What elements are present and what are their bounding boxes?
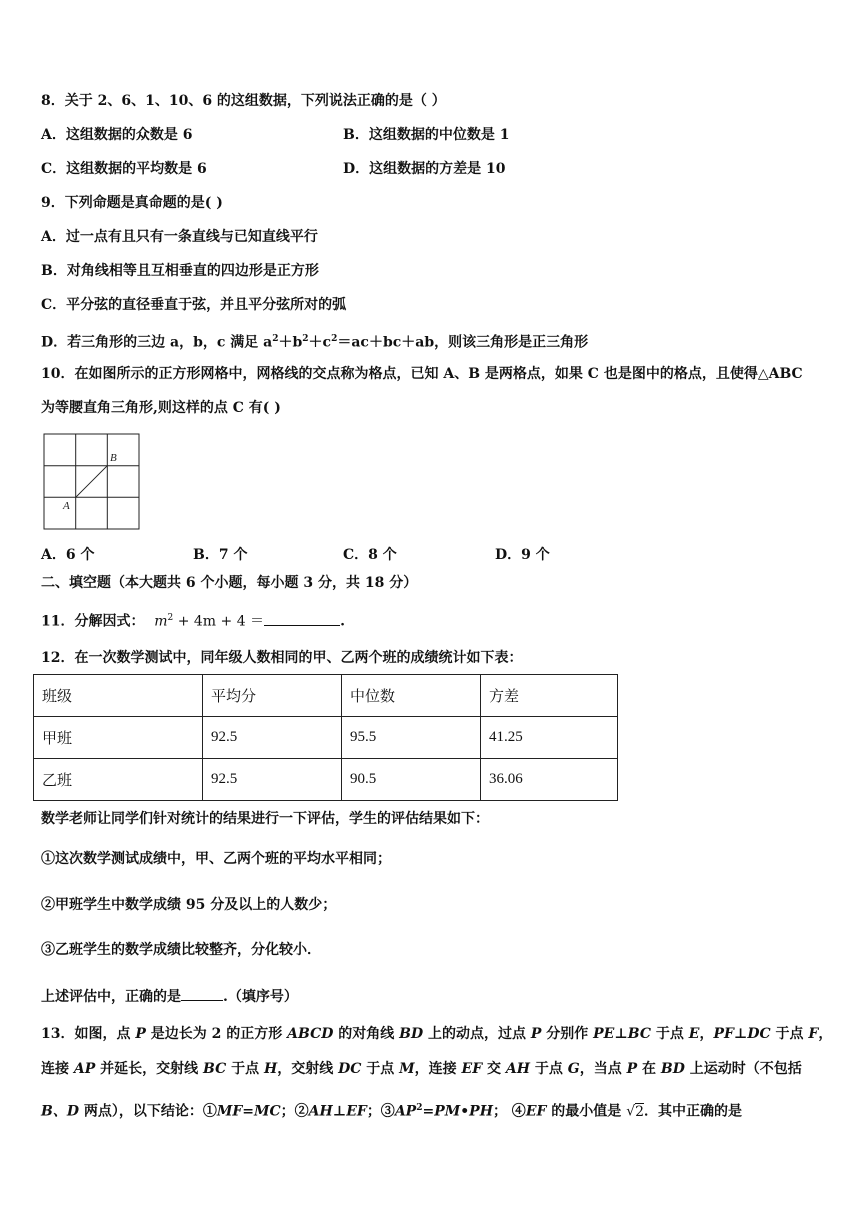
q13-text: 于点	[530, 1061, 568, 1077]
q13-text: 于点	[651, 1026, 689, 1042]
q8-option-b: B．这组数据的中位数是 1	[343, 127, 510, 143]
q9-stem: 9．下列命题是真命题的是( )	[41, 195, 223, 211]
table-header-cell: 班级	[34, 675, 203, 717]
score-table	[33, 674, 618, 801]
table-cell: 92.5	[203, 717, 342, 759]
q13-var: BD	[399, 1026, 424, 1042]
table-header-cell: 方差	[481, 675, 618, 717]
q13-conclusion-1: MF=MC	[216, 1103, 281, 1120]
q13-conclusion-3: AP	[394, 1103, 417, 1120]
q13-var: B、D	[41, 1103, 79, 1120]
table-cell: 92.5	[203, 759, 342, 801]
q13-text: ，交射线	[277, 1061, 339, 1077]
q13-text: 两点），以下结论：①	[78, 1103, 217, 1120]
q12-answer-suffix: .（填序号）	[223, 989, 298, 1005]
q13-text: 于点	[770, 1026, 809, 1042]
q10-option-b: B．7 个	[193, 547, 248, 563]
table-cell: 95.5	[342, 717, 481, 759]
q13-text: 在	[637, 1061, 661, 1077]
q13-line3	[41, 1099, 742, 1121]
q12-answer-prefix: 上述评估中，正确的是	[41, 989, 181, 1005]
q13-text: ．其中正确的是	[644, 1103, 743, 1120]
q13-var: AP	[73, 1061, 96, 1077]
q13-var: M	[399, 1061, 415, 1077]
q13-var: F	[808, 1026, 819, 1042]
q9-d-exp1: 2	[272, 334, 279, 344]
q12-item-3: ③乙班学生的数学成绩比较整齐，分化较小．	[41, 942, 321, 958]
q11-answer-blank[interactable]	[264, 611, 340, 626]
q13-var: E	[688, 1026, 700, 1042]
q13-var: PE⊥BC	[593, 1026, 652, 1042]
q11-end: .	[340, 613, 345, 630]
table-cell: 36.06	[481, 759, 618, 801]
q10-option-c: C．8 个	[343, 547, 397, 563]
q11-expr-m: m	[154, 613, 168, 630]
q8-option-c: C．这组数据的平均数是 6	[41, 161, 207, 177]
q13-var: BD	[660, 1061, 685, 1077]
q11-line	[41, 609, 345, 631]
q9-d-mid1: ＋b	[278, 334, 303, 351]
q12-intro: 数学老师让同学们针对统计的结果进行一下评估，学生的评估结果如下：	[41, 811, 489, 827]
q10-option-d: D．9 个	[495, 547, 550, 563]
q10-option-a: A．6 个	[41, 547, 95, 563]
q13-var: ABCD	[287, 1026, 334, 1042]
segment-ab	[76, 466, 108, 498]
q9-d-exp2: 2	[302, 334, 309, 344]
q13-var: P	[626, 1061, 638, 1077]
q9-d-exp3: 2	[331, 334, 338, 344]
table-cell: 41.25	[481, 717, 618, 759]
label-b: B	[110, 452, 117, 464]
label-a: A	[63, 500, 70, 512]
q8-option-a: A．这组数据的众数是 6	[41, 127, 193, 143]
sqrt-value: 2	[635, 1103, 645, 1120]
q11-prefix: 11．分解因式：	[41, 613, 145, 630]
table-row	[34, 717, 618, 759]
q12-answer-blank[interactable]	[181, 986, 223, 1001]
q10-stem-line1: 10．在如图所示的正方形网格中，网格线的交点称为格点，已知 A、B 是两格点，如果 C 也是图中的格点，且使得△ABC	[41, 366, 803, 382]
q13-text: 于点	[226, 1061, 265, 1077]
q9-option-d	[41, 330, 588, 352]
q13-text: 的对角线	[333, 1026, 400, 1042]
q12-answer-line	[41, 986, 298, 1006]
q13-text: ，	[699, 1026, 714, 1042]
q9-d-prefix: D．若三角形的三边 a，b，c 满足 a	[41, 334, 273, 351]
q13-text: ； ④	[492, 1103, 526, 1120]
table-header-cell: 平均分	[203, 675, 342, 717]
q13-text: ；②	[280, 1103, 309, 1120]
q13-var: AH	[505, 1061, 531, 1077]
table-header-cell: 中位数	[342, 675, 481, 717]
q8-option-d: D．这组数据的方差是 10	[343, 161, 506, 177]
q13-var: P	[135, 1026, 146, 1042]
table-row	[34, 759, 618, 801]
q13-var: EF	[461, 1061, 483, 1077]
q13-text: ，连接	[414, 1061, 462, 1077]
q13-text: 上运动时（不包括	[684, 1061, 802, 1077]
q13-text: 分别作	[541, 1026, 594, 1042]
q13-var: G	[567, 1061, 580, 1077]
q12-item-1: ①这次数学测试成绩中，甲、乙两个班的平均水平相同；	[41, 851, 391, 867]
table-cell: 甲班	[34, 717, 203, 759]
table-header-row	[34, 675, 618, 717]
q10-stem-line2: 为等腰直角三角形,则这样的点 C 有( )	[41, 400, 281, 416]
q13-text: 的最小值是	[546, 1103, 627, 1120]
q13-text: 是边长为 2 的正方形	[145, 1026, 288, 1042]
q9-option-b: B．对角线相等且互相垂直的四边形是正方形	[41, 263, 319, 279]
q13-exp: 2	[416, 1103, 423, 1113]
q13-text: 13．如图，点	[41, 1026, 136, 1042]
q12-stem: 12．在一次数学测试中，同年级人数相同的甲、乙两个班的成绩统计如下表：	[41, 650, 523, 666]
grid-figure	[42, 432, 142, 532]
q9-d-suffix: ＝ac＋bc＋ab，则该三角形是正三角形	[337, 334, 589, 351]
q13-var: H	[264, 1061, 278, 1077]
q9-d-mid2: ＋c	[308, 334, 332, 351]
q13-text: 上的动点，过点	[423, 1026, 531, 1042]
q13-text: ，当点	[579, 1061, 627, 1077]
q11-expr-rest: + 4m + 4 ＝	[173, 613, 265, 630]
q13-var: P	[530, 1026, 542, 1042]
q13-line2	[41, 1060, 802, 1078]
q8-stem: 8．关于 2、6、1、10、6 的这组数据，下列说法正确的是（ ）	[41, 93, 446, 109]
sqrt-symbol: √2	[626, 1103, 645, 1120]
q13-var: PF⊥DC	[713, 1026, 771, 1042]
q13-line1	[41, 1025, 832, 1043]
q13-text: ；③	[366, 1103, 395, 1120]
section-2-heading: 二、填空题（本大题共 6 个小题，每小题 3 分，共 18 分）	[41, 575, 418, 591]
q13-conclusion-2: AH⊥EF	[308, 1103, 367, 1120]
q13-conclusion-4: EF	[525, 1103, 547, 1120]
q13-var: BC	[203, 1061, 227, 1077]
q13-text: 并延长，交射线	[95, 1061, 204, 1077]
q13-conclusion-3b: =PM•PH	[422, 1103, 493, 1120]
q11-expr-exp: 2	[167, 613, 174, 623]
q9-option-c: C．平分弦的直径垂直于弦，并且平分弦所对的弧	[41, 297, 347, 313]
q13-text: 连接	[41, 1061, 74, 1077]
table-cell: 90.5	[342, 759, 481, 801]
q13-text: 于点	[361, 1061, 400, 1077]
q13-text: 交	[482, 1061, 506, 1077]
q13-var: DC	[338, 1061, 362, 1077]
table-cell: 乙班	[34, 759, 203, 801]
q13-text: ，	[818, 1026, 833, 1042]
q12-item-2: ②甲班学生中数学成绩 95 分及以上的人数少；	[41, 897, 337, 913]
q9-option-a: A．过一点有且只有一条直线与已知直线平行	[41, 229, 318, 245]
